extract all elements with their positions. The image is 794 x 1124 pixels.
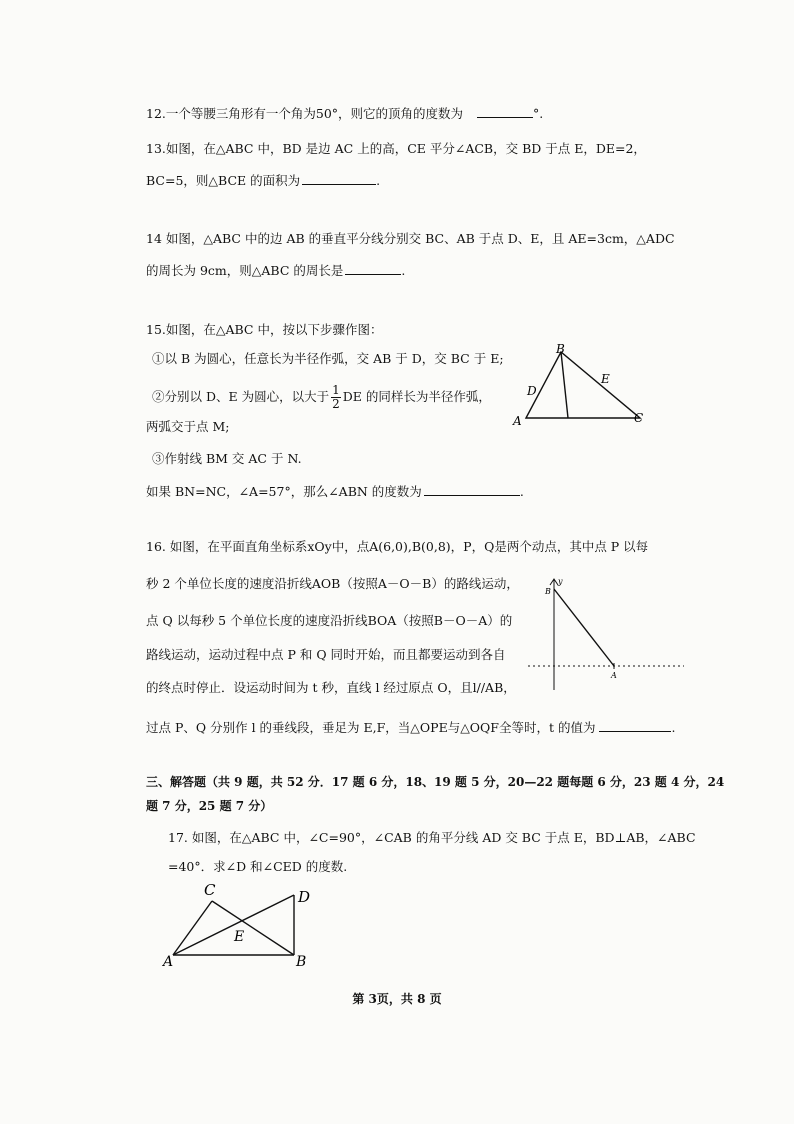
fraction-denominator: 2 xyxy=(332,397,340,411)
label-b: B xyxy=(545,587,551,596)
label-e: E xyxy=(601,372,610,386)
question-14-line-1: 14 如图，△ABC 中的边 AB 的垂直平分线分别交 BC、AB 于点 D、E，且 AE=3cm，△ADC xyxy=(146,231,675,246)
question-16-line-4: 路线运动，运动过程中点 P 和 Q 同时开始，而且都要运动到各自 xyxy=(146,647,506,662)
label-b: B xyxy=(296,954,307,970)
answer-blank-14[interactable] xyxy=(345,260,401,275)
question-17-line-2: =40°．求∠D 和∠CED 的度数. xyxy=(168,859,348,874)
page-footer: 第 3页，共 8 页 xyxy=(352,992,442,1006)
question-15-condition xyxy=(146,481,524,502)
fraction-one-half xyxy=(331,384,341,411)
label-y: y xyxy=(558,577,563,586)
question-17-line-1: 17. 如图，在△ABC 中，∠C=90°，∠CAB 的角平分线 AD 交 BC 于点 E，BD⊥AB，∠ABC xyxy=(168,830,696,845)
question-15-step-2-post: DE 的同样长为半径作弧， xyxy=(342,389,491,404)
triangle-abc xyxy=(526,352,640,418)
question-13-line-1: 13.如图，在△ABC 中，BD 是边 AC 上的高，CE 平分∠ACB，交 BD 于点 E，DE=2， xyxy=(146,141,646,156)
label-e: E xyxy=(234,929,245,945)
question-14-line-2 xyxy=(146,260,405,281)
question-14-suffix: . xyxy=(401,263,406,278)
question-15-step-2-cont: 两弧交于点 M; xyxy=(146,419,230,434)
segment-cb xyxy=(212,901,294,955)
question-13-suffix: . xyxy=(376,173,381,188)
question-15-step-2 xyxy=(152,384,491,411)
label-a: A xyxy=(611,671,617,680)
label-d: D xyxy=(298,888,311,906)
question-15-suffix: . xyxy=(519,484,524,499)
segment-ac xyxy=(173,901,212,955)
question-15-figure xyxy=(508,340,658,430)
label-c: C xyxy=(204,881,216,899)
answer-blank-13[interactable] xyxy=(302,170,376,185)
answer-blank-12[interactable] xyxy=(477,103,533,118)
question-13-line-2 xyxy=(146,170,380,191)
section-3-heading-line-2: 题 7 分，25 题 7 分） xyxy=(146,799,273,813)
question-16-line-5: 的终点时停止．设运动时间为 t 秒，直线 l 经过原点 O，且l//AB， xyxy=(146,680,516,695)
question-15-step-3: ③作射线 BM 交 AC 于 N. xyxy=(152,451,302,466)
question-14-text: 的周长为 9cm，则△ABC 的周长是 xyxy=(146,263,344,278)
question-12-suffix: °. xyxy=(533,106,544,121)
question-16-line-3: 点 Q 以每秒 5 个单位长度的速度沿折线BOA（按照B－O－A）的 xyxy=(146,613,513,628)
fraction-numerator: 1 xyxy=(332,383,340,397)
question-16-figure xyxy=(528,574,686,698)
question-15-intro: 15.如图，在△ABC 中，按以下步骤作图： xyxy=(146,322,383,337)
label-a: A xyxy=(513,414,522,428)
question-16-text: 过点 P、Q 分别作 l 的垂线段，垂足为 E,F，当△OPE与△OQF全等时，t 的值为 xyxy=(146,720,596,735)
answer-blank-16[interactable] xyxy=(599,717,671,732)
question-17-figure xyxy=(160,878,320,970)
segment-ab xyxy=(554,589,614,666)
question-16-suffix: . xyxy=(671,720,676,735)
question-15-step-2-pre: ②分别以 D、E 为圆心，以大于 xyxy=(152,389,330,404)
question-16-line-6 xyxy=(146,717,675,738)
label-a: A xyxy=(163,954,174,970)
question-16-line-2: 秒 2 个单位长度的速度沿折线AOB（按照A－O－B）的路线运动， xyxy=(146,576,519,591)
label-b: B xyxy=(556,342,565,356)
question-15-step-1: ①以 B 为圆心，任意长为半径作弧，交 AB 于 D，交 BC 于 E; xyxy=(152,351,504,366)
ray-bm xyxy=(561,352,568,418)
question-15-condition-text: 如果 BN=NC，∠A=57°，那么∠ABN 的度数为 xyxy=(146,484,422,499)
question-13-text: BC=5，则△BCE 的面积为 xyxy=(146,173,301,188)
answer-blank-15[interactable] xyxy=(424,481,520,496)
label-c: C xyxy=(634,411,644,425)
segment-ad xyxy=(173,895,294,955)
question-16-line-1: 16. 如图，在平面直角坐标系xOy中，点A(6,0),B(0,8)，P，Q是两个动点，其中点 P 以每 xyxy=(146,539,649,554)
label-d: D xyxy=(527,384,537,398)
question-12 xyxy=(146,103,543,124)
question-12-text: 12.一个等腰三角形有一个角为50°，则它的顶角的度数为 xyxy=(146,106,464,121)
section-3-heading-line-1: 三、解答题（共 9 题，共 52 分．17 题 6 分，18、19 题 5 分，20—22 题每题 6 分，23 题 4 分，24 xyxy=(146,775,725,789)
